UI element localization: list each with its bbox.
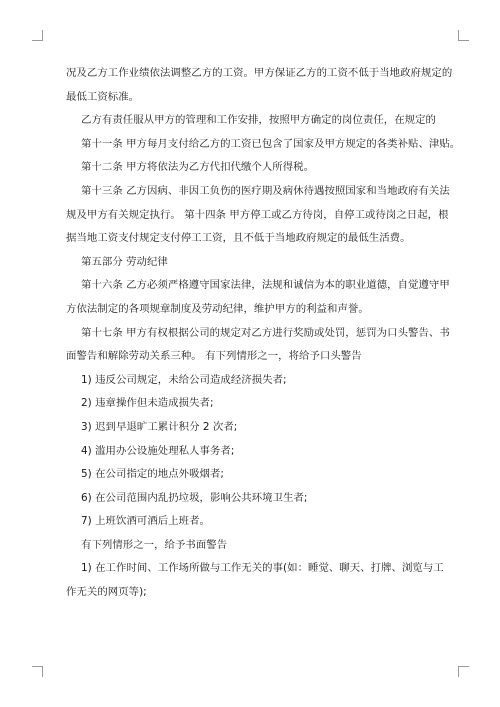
text-line: 4) 滥用办公设施处理私人事务者;	[81, 444, 235, 457]
crop-mark-bottom-right	[458, 666, 469, 677]
text-line: 6) 在公司范围内乱扔垃圾，影响公共环境卫生者;	[81, 491, 308, 504]
text-line: 第十三条 乙方因病、非因工负伤的医疗期及病休待遇按照国家和当地政府有关法	[81, 184, 450, 197]
text-line: 1) 在工作时间、工作场所做与工作无关的事(如：睡觉、聊天、打牌、浏览与工	[81, 562, 444, 575]
text-line: 面警告和解除劳动关系三种。 有下列情形之一，将给予口头警告	[66, 350, 362, 363]
crop-mark-bottom-left	[32, 666, 43, 677]
text-line: 有下列情形之一，给予书面警告	[81, 538, 228, 551]
text-line: 况及乙方工作业绩依法调整乙方的工资。甲方保证乙方的工资不低于当地政府规定的	[66, 67, 453, 79]
text-line: 据当地工资支付规定支付停工工资，且不低于当地政府规定的最低生活费。	[66, 232, 411, 245]
text-line: 乙方有责任服从甲方的管理和工作安排，按照甲方确定的岗位责任，在规定的	[81, 114, 436, 127]
text-line: 2) 违章操作但未造成损失者;	[81, 397, 214, 410]
crop-mark-top-left	[32, 30, 43, 41]
text-line: 1) 违反公司规定，未给公司造成经济损失者;	[81, 373, 287, 386]
text-line: 方依法制定的各项规章制度及劳动纪律，维护甲方的利益和声誉。	[66, 302, 369, 315]
text-line: 5) 在公司指定的地点外吸烟者;	[81, 468, 224, 481]
text-line: 第十一条 甲方每月支付给乙方的工资已包含了国家及甲方规定的各类补贴、津贴。	[81, 137, 461, 150]
document-body	[66, 62, 461, 605]
text-line: 第五部分 劳动纪律	[81, 255, 168, 268]
text-line: 最低工资标准。	[66, 90, 140, 103]
text-line: 第十七条 甲方有权根据公司的规定对乙方进行奖励或处罚，惩罚为口头警告、书	[81, 326, 450, 339]
text-line: 第十二条 甲方将依法为乙方代扣代缴个人所得税。	[81, 161, 315, 174]
text-line: 3) 迟到早退旷工累计积分 2 次者;	[81, 420, 238, 433]
text-line: 规及甲方有关规定执行。 第十四条 甲方停工或乙方待岗，自停工或待岗之日起，根	[66, 208, 449, 221]
text-line: 7) 上班饮酒可酒后上班者。	[81, 515, 210, 528]
text-line: 第十六条 乙方必须严格遵守国家法律，法规和诚信为本的职业道德，自觉遵守甲	[81, 279, 450, 292]
crop-mark-top-right	[458, 30, 469, 41]
text-line: 作无关的网页等);	[66, 586, 147, 599]
